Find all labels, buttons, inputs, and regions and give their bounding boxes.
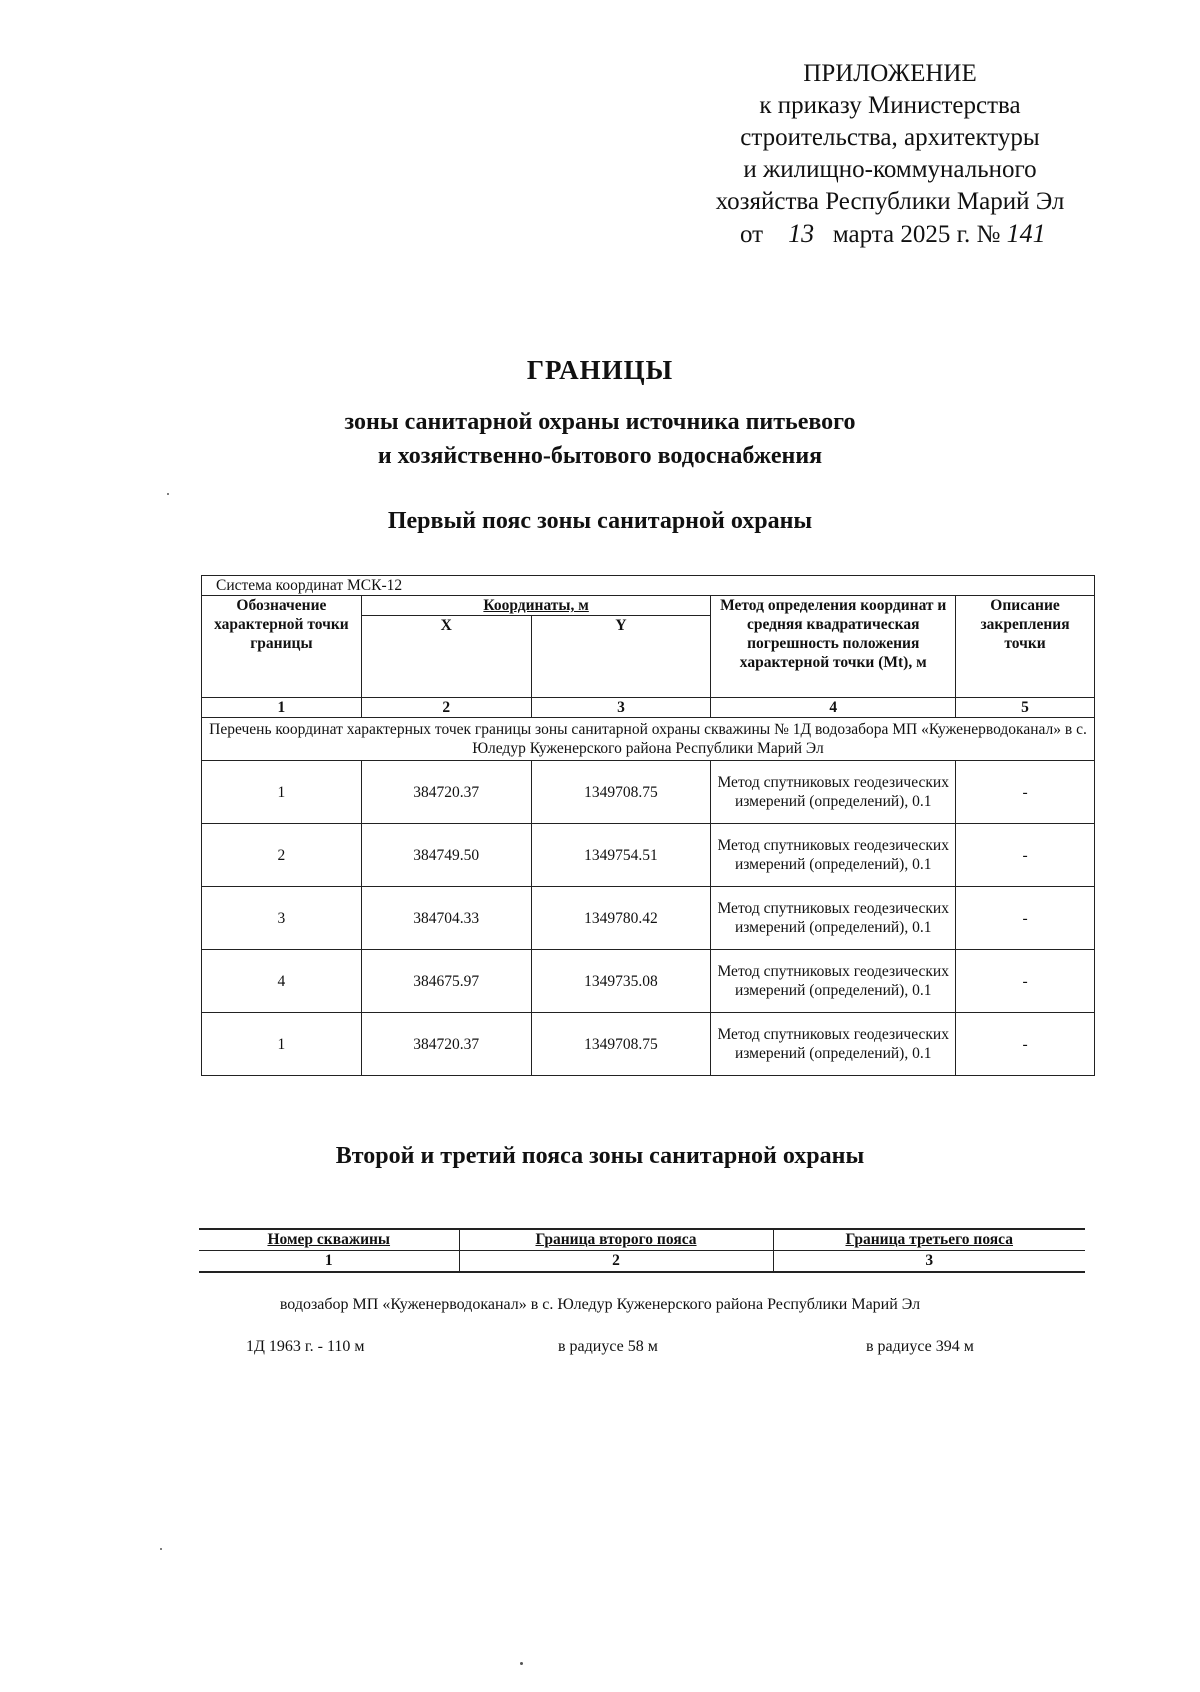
description-cell: - xyxy=(956,824,1095,887)
header-x: X xyxy=(361,616,531,698)
month-year: марта 2025 г. № xyxy=(832,221,1001,248)
appendix-line-3: строительства, архитектуры xyxy=(740,124,1040,151)
appendix-block xyxy=(660,58,1120,251)
appendix-line-5: хозяйства Республики Марий Эл xyxy=(715,188,1065,215)
header-method: Метод определения координат и средняя квадратическая погрешность положения характерной точки (Mt), м xyxy=(711,596,956,698)
list-title: Перечень координат характерных точек границы зоны санитарной охраны скважины № 1Д водозабора МП «Куженерводоканал» в с. Юледур Куженерского района Республики Марий Эл xyxy=(202,718,1095,761)
document-title: ГРАНИЦЫ xyxy=(526,355,674,385)
appendix-heading: ПРИЛОЖЕНИЕ xyxy=(803,60,977,87)
table-row xyxy=(202,1013,1095,1076)
x-cell: 384749.50 xyxy=(361,824,531,887)
method-cell: Метод спутниковых геодезических измерений (определений), 0.1 xyxy=(711,950,956,1013)
coordinates-table xyxy=(201,575,1095,1076)
x-cell: 384704.33 xyxy=(361,887,531,950)
method-cell: Метод спутниковых геодезических измерений (определений), 0.1 xyxy=(711,824,956,887)
coordinate-system: Система координат МСК-12 xyxy=(202,576,1095,596)
appendix-date-line xyxy=(660,218,1120,251)
y-cell: 1349780.42 xyxy=(531,887,711,950)
y-cell: 1349708.75 xyxy=(531,1013,711,1076)
header-well: Номер скважины xyxy=(199,1229,459,1251)
point-cell: 1 xyxy=(202,1013,362,1076)
zone-description: водозабор МП «Куженерводоканал» в с. Юледур Куженерского района Республики Марий Эл xyxy=(279,1296,921,1313)
y-cell: 1349735.08 xyxy=(531,950,711,1013)
from-label: от xyxy=(740,221,764,248)
description-cell: - xyxy=(956,887,1095,950)
method-cell: Метод спутниковых геодезических измерений (определений), 0.1 xyxy=(711,887,956,950)
y-cell: 1349708.75 xyxy=(531,761,711,824)
column-number: 2 xyxy=(361,698,531,718)
y-cell: 1349754.51 xyxy=(531,824,711,887)
document-subtitle xyxy=(0,405,1200,473)
subtitle-line-1: зоны санитарной охраны источника питьевого xyxy=(344,409,856,435)
section1-title: Первый пояс зоны санитарной охраны xyxy=(387,508,813,534)
method-cell: Метод спутниковых геодезических измерений (определений), 0.1 xyxy=(711,1013,956,1076)
table-row xyxy=(202,887,1095,950)
well-value: 1Д 1963 г. - 110 м xyxy=(246,1338,365,1355)
point-cell: 3 xyxy=(202,887,362,950)
handwritten-number: 141 xyxy=(1006,219,1046,248)
column-number: 1 xyxy=(199,1251,459,1273)
handwritten-day: 13 xyxy=(788,219,815,248)
point-cell: 4 xyxy=(202,950,362,1013)
header-third-zone: Граница третьего пояса xyxy=(773,1229,1085,1251)
description-cell: - xyxy=(956,950,1095,1013)
third-zone-value: в радиусе 394 м xyxy=(866,1338,974,1355)
header-coordinates: Координаты, м xyxy=(361,596,711,616)
column-number: 4 xyxy=(711,698,956,718)
scan-speck xyxy=(167,493,169,495)
description-cell: - xyxy=(956,1013,1095,1076)
method-cell: Метод спутниковых геодезических измерений (определений), 0.1 xyxy=(711,761,956,824)
column-number: 5 xyxy=(956,698,1095,718)
header-point: Обозначение характерной точки границы xyxy=(202,596,362,698)
second-zone-value: в радиусе 58 м xyxy=(558,1338,658,1355)
point-cell: 1 xyxy=(202,761,362,824)
table-row xyxy=(202,950,1095,1013)
header-second-zone: Граница второго пояса xyxy=(459,1229,773,1251)
header-description: Описание закрепления точки xyxy=(956,596,1095,698)
x-cell: 384720.37 xyxy=(361,761,531,824)
x-cell: 384675.97 xyxy=(361,950,531,1013)
subtitle-line-2: и хозяйственно-бытового водоснабжения xyxy=(377,443,823,469)
x-cell: 384720.37 xyxy=(361,1013,531,1076)
section2-title: Второй и третий пояса зоны санитарной охраны xyxy=(335,1143,865,1169)
header-y: Y xyxy=(531,616,711,698)
column-number: 1 xyxy=(202,698,362,718)
table-row xyxy=(202,824,1095,887)
scan-speck xyxy=(520,1662,523,1665)
column-number: 2 xyxy=(459,1251,773,1273)
description-cell: - xyxy=(956,761,1095,824)
zones-table xyxy=(199,1228,1085,1273)
appendix-line-2: к приказу Министерства xyxy=(759,92,1021,119)
point-cell: 2 xyxy=(202,824,362,887)
column-number: 3 xyxy=(773,1251,1085,1273)
appendix-line-4: и жилищно-коммунального xyxy=(743,156,1037,183)
column-number: 3 xyxy=(531,698,711,718)
scan-speck xyxy=(160,1548,162,1550)
table-row xyxy=(202,761,1095,824)
